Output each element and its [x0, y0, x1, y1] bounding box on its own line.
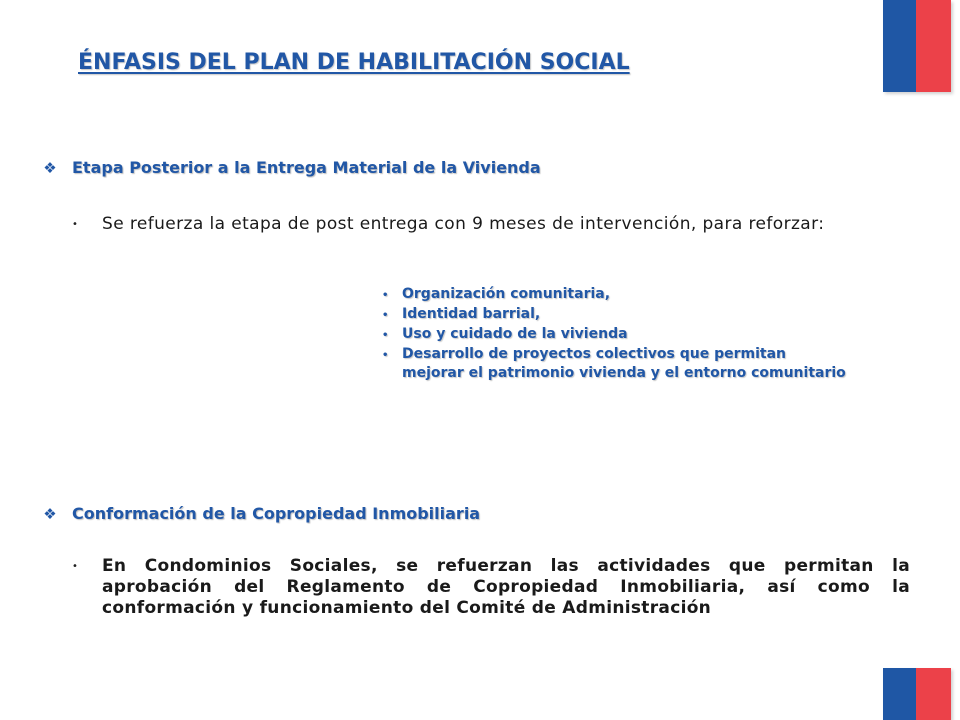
flag-blue-stripe	[883, 668, 916, 720]
list-item	[382, 285, 852, 305]
paragraph-text: Se refuerza la etapa de post entrega con 9 meses de intervención, para reforzar:	[102, 214, 825, 234]
section-heading-post-entrega	[36, 158, 541, 177]
bullet-icon: •	[382, 290, 389, 301]
flag-blue-stripe	[883, 0, 916, 92]
page-title: ÉNFASIS DEL PLAN DE HABILITACIÓN SOCIAL	[78, 50, 630, 75]
chile-flag-logo-bottom	[883, 668, 951, 720]
paragraph-copropiedad	[72, 556, 910, 619]
list-item	[382, 325, 852, 345]
diamond-bullet-icon: ❖	[43, 158, 57, 177]
bullet-icon: •	[382, 310, 389, 321]
flag-red-stripe	[916, 668, 951, 720]
diamond-bullet-icon: ❖	[43, 504, 57, 523]
list-item	[382, 345, 852, 383]
section-heading-text: Conformación de la Copropiedad Inmobiliaria	[72, 504, 481, 523]
paragraph-text: En Condominios Sociales, se refuerzan las actividades que permitan la aprobación del Reglamento de Copropiedad Inmobiliaria, así como la conformación y funcionamiento del Comité de Administración	[102, 556, 910, 618]
list-item-text: Organización comunitaria,	[402, 286, 611, 302]
list-item-text: Identidad barrial,	[402, 306, 541, 322]
flag-red-stripe	[916, 0, 951, 92]
bullet-icon: •	[72, 561, 78, 572]
reinforcement-list	[382, 285, 852, 383]
list-item	[382, 305, 852, 325]
bullet-icon: •	[382, 330, 389, 341]
bullet-icon: •	[72, 219, 78, 230]
paragraph-post-entrega	[72, 214, 910, 235]
chile-flag-logo-top	[883, 0, 951, 92]
bullet-icon: •	[382, 350, 389, 361]
list-item-text: Desarrollo de proyectos colectivos que permitan mejorar el patrimonio vivienda y el entorno comunitario	[402, 346, 846, 381]
section-heading-copropiedad	[36, 504, 480, 523]
list-item-text: Uso y cuidado de la vivienda	[402, 326, 628, 342]
section-heading-text: Etapa Posterior a la Entrega Material de la Vivienda	[72, 158, 541, 177]
